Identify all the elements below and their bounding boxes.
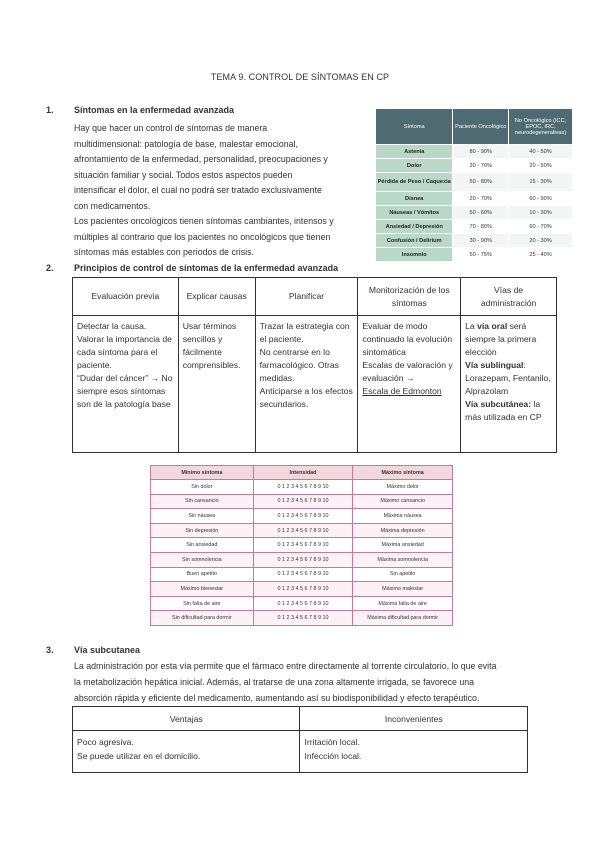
- table-row: Disnea 20 - 70% 60 - 90%: [376, 192, 573, 206]
- section-2-number: 2.: [46, 263, 54, 273]
- table-row: Sin dolor 0 1 2 3 4 5 6 7 8 9 10 Máximo dolor: [151, 480, 453, 495]
- symptoms-prevalence-table: [375, 108, 573, 262]
- table-row: Sin cansancio 0 1 2 3 4 5 6 7 8 9 10 Máximo cansancio: [151, 494, 453, 509]
- section-3-body: La administración por esta vía permite que el fármaco entre directamente al torrente circulatorio, lo que evita la metabolización hepática inicial. Además, al tratarse de una zona altamente irrigada, se favorece una absorción rápida y eficiente del medicamento, aumentando así su biodisponibilidad y efecto terapéutico.: [74, 661, 497, 703]
- table-row: Náuseas / Vómitos 50 - 60% 10 - 30%: [376, 206, 573, 220]
- table-header: Intensidad: [253, 466, 353, 480]
- table-row: [73, 316, 557, 453]
- table-row: Pérdida de Peso / Caquexia 50 - 80% 15 - 30%: [376, 173, 573, 192]
- table-header: Síntoma: [376, 109, 453, 145]
- table-header: No Oncológico (ICC, EPOC, IRC, neurodegenerativas): [509, 109, 573, 145]
- table-row: Máximo bienestar 0 1 2 3 4 5 6 7 8 9 10 Máximo malestar: [151, 582, 453, 597]
- edmonton-link[interactable]: Escala de Edmonton: [362, 386, 442, 396]
- section-1-body: Hay que hacer un control de síntomas de manera multidimensional: patología de base, malestar emocional, afrontamiento de la enfermedad, personalidad, preocupaciones y situación familiar y social. Todos estos aspectos pueden intensificar el dolor, el cual no podrá ser tratado exclusivamente con medicamentos. Los pacientes oncológicos tienen síntomas cambiantes, intensos y múltiples al contrario que los pacientes no oncológicos que tienen síntomas más estables con periodos de crisis.: [74, 123, 334, 257]
- table-row: Sin somnolencia 0 1 2 3 4 5 6 7 8 9 10 Máxima somnolencia: [151, 552, 453, 567]
- inconvenientes-cell: Irritación local. Infección local.: [300, 731, 528, 773]
- table-header: Vías de administración: [461, 278, 557, 316]
- explicar-cell: Usar términos sencillos y fácilmente comprensibles.: [178, 316, 255, 453]
- table-row: [73, 731, 528, 773]
- table-header: Monitorización de los síntomas: [358, 278, 461, 316]
- section-3-title: Vía subcutanea: [74, 645, 141, 655]
- table-row: Sin dificultad para dormir 0 1 2 3 4 5 6 7 8 9 10 Máxima dificultad para dormir: [151, 611, 453, 626]
- table-row: Sin náusea 0 1 2 3 4 5 6 7 8 9 10 Máxima náusea: [151, 509, 453, 524]
- planificar-cell: Trazar la estrategia con el paciente. No centrarse en lo farmacológico. Otras medidas. Anticiparse a los efectos secundarios.: [255, 316, 358, 453]
- table-row: Dolor 30 - 70% 20 - 50%: [376, 159, 573, 173]
- table-header: Paciente Oncológico: [453, 109, 509, 145]
- table-header: Explicar causas: [178, 278, 255, 316]
- pros-cons-table: [72, 706, 528, 773]
- table-header: Planificar: [255, 278, 358, 316]
- page-title: TEMA 9. CONTROL DE SÍNTOMAS EN CP: [210, 72, 390, 82]
- evaluacion-cell: Detectar la causa. Valorar la importancia de cada síntoma para el paciente. “Dudar del cáncer” → No siempre esos síntomas son de la patología base: [73, 316, 179, 453]
- table-header: Mínimo síntoma: [151, 466, 254, 480]
- table-row: Sin ansiedad 0 1 2 3 4 5 6 7 8 9 10 Máxima ansiedad: [151, 538, 453, 553]
- table-header: Evaluación previa: [73, 278, 179, 316]
- section-2-title: Principios de control de síntomas de la enfermedad avanzada: [74, 263, 339, 273]
- table-header: Máximo síntoma: [353, 466, 453, 480]
- table-header: Inconvenientes: [300, 707, 528, 731]
- intensity-scale-table: [150, 465, 453, 626]
- table-row: Confusión / Delirium 30 - 90% 20 - 30%: [376, 234, 573, 248]
- monitorizacion-cell: Evaluar de modo continuado la evolución sintomática Escalas de valoración y evaluación → Escala de Edmonton: [358, 316, 461, 453]
- table-row: Sin depresión 0 1 2 3 4 5 6 7 8 9 10 Máxima depresión: [151, 523, 453, 538]
- table-header: Ventajas: [73, 707, 300, 731]
- section-3-number: 3.: [46, 645, 54, 655]
- table-row: Buen apetito 0 1 2 3 4 5 6 7 8 9 10 Sin apetito: [151, 567, 453, 582]
- ventajas-cell: Poco agresiva. Se puede utilizar en el domicilio.: [73, 731, 300, 773]
- table-row: Astenia 80 - 90% 40 - 50%: [376, 145, 573, 159]
- section-1-number: 1.: [46, 105, 54, 115]
- table-row: Sin falta de aire 0 1 2 3 4 5 6 7 8 9 10 Máxima falta de aire: [151, 596, 453, 611]
- principles-table: [72, 277, 557, 453]
- vias-cell: La vía oral será siempre la primera elección Vía sublingual: Lorazepam, Fentanilo, Alprazolam Vía subcutánea: la más utilizada en CP: [461, 316, 557, 453]
- section-1-title: Síntomas en la enfermedad avanzada: [74, 105, 235, 115]
- table-row: Insomnio 50 - 75% 25 - 40%: [376, 248, 573, 262]
- table-row: Ansiedad / Depresión 70 - 80% 60 - 70%: [376, 220, 573, 234]
